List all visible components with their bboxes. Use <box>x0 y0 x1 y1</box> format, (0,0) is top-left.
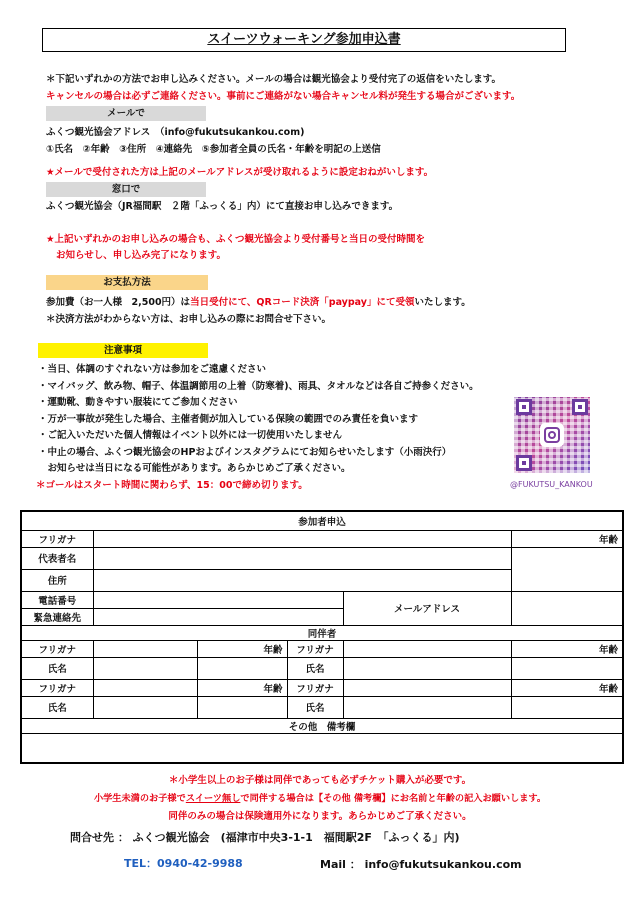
companion-3-name-label: 氏名 <box>21 696 93 718</box>
payment-line-2: ＊決済方法がわからない方は、お申し込みの際にお問合せ下さい。 <box>46 314 332 325</box>
caution-item: ・中止の場合、ふくつ観光協会のHPおよびインスタグラムにてお知らせいたします（小雨決行） <box>38 447 452 458</box>
footer-note-3: 同伴のみの場合は保険適用外になります。あらかじめご了承ください。 <box>168 811 472 822</box>
caution-item: ・ご記入いただいた個人情報はイベント以外には一切使用いたしません <box>38 430 343 441</box>
age-label: 年齢 <box>511 530 623 547</box>
mail-items-line: ①氏名 ②年齢 ③住所 ④連絡先 ⑤参加者全員の氏名・年齢を明記の上送信 <box>46 144 381 155</box>
companion-4-age-input[interactable] <box>511 696 623 718</box>
companion-3-name-input[interactable] <box>93 696 197 718</box>
counter-line: ふくつ観光協会（JR福間駅 ２階「ふっくる」内）にて直接お申し込みできます。 <box>46 201 399 212</box>
qr-finder <box>516 399 532 415</box>
companion-4-furigana-label: フリガナ <box>287 679 343 696</box>
other-notes-header: その他 備考欄 <box>21 718 623 733</box>
footer-note-2 <box>0 792 640 805</box>
instagram-handle: @FUKUTSU_KANKOU <box>510 480 593 489</box>
goal-note: ＊ゴールはスタート時間に関わらず、15：00で締め切ります。 <box>36 480 308 491</box>
emergency-input[interactable] <box>93 608 343 625</box>
caution-item: ・運動靴、動きやすい服装にてご参加ください <box>38 397 238 408</box>
companion-2-name-label: 氏名 <box>287 657 343 679</box>
companion-1-name-label: 氏名 <box>21 657 93 679</box>
mail-address-line: ふくつ観光協会アドレス （info@fukutsukankou.com) <box>46 127 305 138</box>
companion-1-age-input[interactable] <box>197 657 287 679</box>
page-title-box <box>42 28 566 52</box>
mail-line[interactable]: Mail ： info@fukutsukankou.com <box>320 858 522 871</box>
companion-4-name-input[interactable] <box>343 696 511 718</box>
phone-label: 電話番号 <box>21 591 93 608</box>
notice-line-1: ★上記いずれかのお申し込みの場合も、ふくつ観光協会より受付番号と当日の受付時間を <box>46 234 426 245</box>
companion-3-furigana-label: フリガナ <box>21 679 93 696</box>
companion-3-age-input[interactable] <box>197 696 287 718</box>
companion-3-age-label: 年齢 <box>197 679 287 696</box>
mail-note: ★メールで受付された方は上記のメールアドレスが受け取れるように設定おねがいします。 <box>46 167 434 178</box>
caution-item: ・当日、体調のすぐれない方は参加をご遠慮ください <box>38 364 267 375</box>
caution-item: お知らせは当日になる可能性があります。あらかじめご了承ください。 <box>38 463 351 474</box>
caution-item: ・万が一事故が発生した場合、主催者側が加入している保険の範囲でのみ責任を負います <box>38 414 419 425</box>
intro-line-1: ＊下記いずれかの方法でお申し込みください。メールの場合は観光協会より受付完了の返信をいたします。 <box>46 74 502 85</box>
tel-line[interactable]: TEL：0940-42-9988 <box>124 857 243 870</box>
footer-note-2-pre: 小学生未満のお子様で <box>93 793 186 804</box>
page-title: スイーツウォーキング参加申込書 <box>207 32 401 47</box>
payment-fee: 参加費（お一人様 2,500円）は <box>46 297 191 308</box>
companion-1-furigana-label: フリガナ <box>21 640 93 657</box>
footer-note-2-underline: スイーツ無し <box>185 793 241 804</box>
companion-2-age-label: 年齢 <box>511 640 623 657</box>
companion-1-furigana-input[interactable] <box>93 640 197 657</box>
email-label: メールアドレス <box>343 591 511 625</box>
mail-section-label: メールで <box>46 106 206 121</box>
companion-4-furigana-input[interactable] <box>343 679 511 696</box>
address-label: 住所 <box>21 569 93 591</box>
intro-cancel-line: キャンセルの場合は必ずご連絡ください。事前にご連絡がない場合キャンセル料が発生する場合がございます。 <box>46 91 521 102</box>
counter-section-label: 窓口で <box>46 182 206 197</box>
representative-label: 代表者名 <box>21 547 93 569</box>
rep-furigana-input[interactable] <box>93 530 511 547</box>
caution-item: ・マイバッグ、飲み物、帽子、体温調節用の上着（防寒着)、雨具、タオルなどは各自ご持参ください。 <box>38 381 479 392</box>
payment-section-label: お支払方法 <box>46 275 208 290</box>
companion-2-name-input[interactable] <box>343 657 511 679</box>
other-notes-input[interactable] <box>21 733 623 763</box>
companion-2-furigana-label: フリガナ <box>287 640 343 657</box>
phone-input[interactable] <box>93 591 343 608</box>
emergency-label: 緊急連絡先 <box>21 608 93 625</box>
application-form-table <box>20 510 624 764</box>
notice-line-2: お知らせし、申し込み完了になります。 <box>56 250 226 261</box>
furigana-label: フリガナ <box>21 530 93 547</box>
rep-age-input[interactable] <box>511 547 623 591</box>
email-input[interactable] <box>511 591 623 625</box>
form-header: 参加者申込 <box>21 511 623 530</box>
payment-suffix: いたします。 <box>414 297 471 308</box>
companion-1-age-label: 年齢 <box>197 640 287 657</box>
footer-note-2-post: で同伴する場合は【その他 備考欄】にお名前と年齢の記入お願いします。 <box>240 793 547 804</box>
instagram-icon <box>540 423 564 447</box>
cautions-section-label: 注意事項 <box>38 343 208 358</box>
instagram-qr-icon[interactable] <box>514 397 590 473</box>
companion-3-furigana-input[interactable] <box>93 679 197 696</box>
rep-name-input[interactable] <box>93 547 511 569</box>
qr-finder <box>572 399 588 415</box>
payment-line-1 <box>46 296 471 309</box>
companion-1-name-input[interactable] <box>93 657 197 679</box>
payment-method: 当日受付にて、QRコード決済「paypay」にて受領 <box>190 297 415 308</box>
companion-4-name-label: 氏名 <box>287 696 343 718</box>
companion-4-age-label: 年齢 <box>511 679 623 696</box>
qr-finder <box>516 455 532 471</box>
companion-2-age-input[interactable] <box>511 657 623 679</box>
footer-note-1: ＊小学生以上のお子様は同伴であっても必ずチケット購入が必要です。 <box>168 775 472 786</box>
companions-header: 同伴者 <box>21 625 623 640</box>
contact-line: 問合せ先 ： ふくつ観光協会 (福津市中央3-1-1 福間駅2F 「ふっくる」内) <box>70 831 460 844</box>
address-input[interactable] <box>93 569 511 591</box>
companion-2-furigana-input[interactable] <box>343 640 511 657</box>
